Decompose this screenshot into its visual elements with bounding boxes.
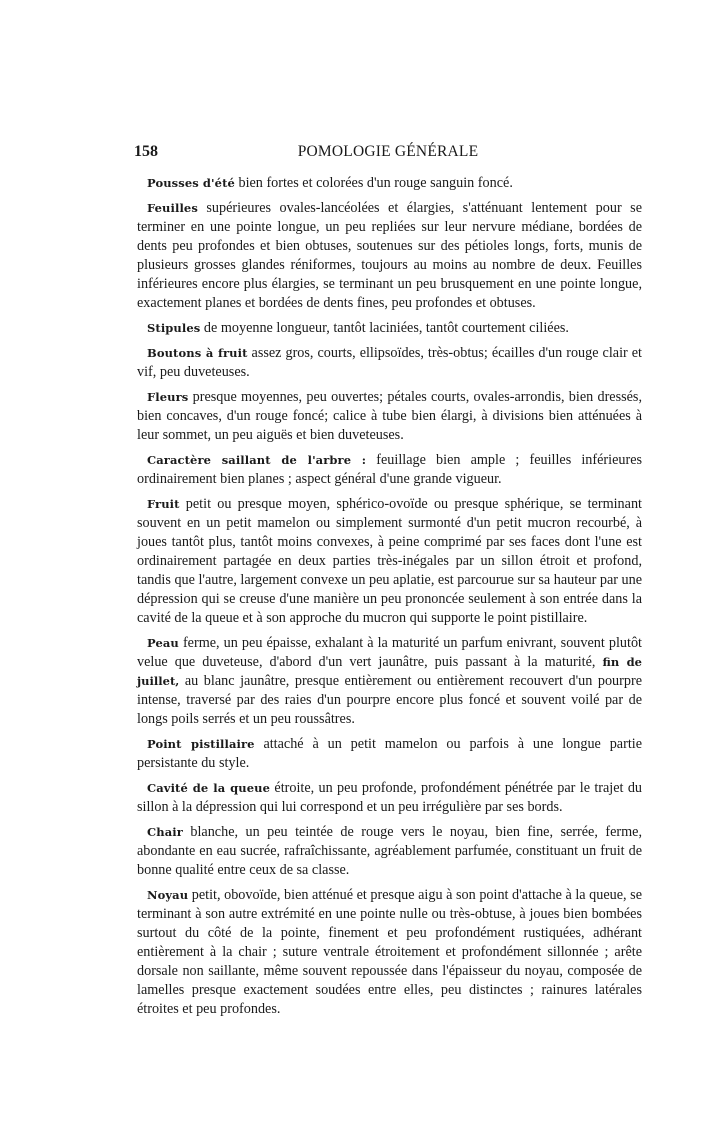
- entry-text: presque moyennes, peu ouvertes; pétales courts, ovales-arrondis, bien dressés, bien concaves, d'un rouge foncé; calice à tube bien élargi, à divisions bien atténuées à leur sommet, un peu aiguës et bien duveteuses.: [137, 389, 642, 443]
- entry-noyau: [137, 886, 642, 1019]
- entry-text: attaché à un petit mamelon ou parfois à une longue partie persistante du style.: [137, 736, 642, 771]
- entry-boutons: [137, 344, 642, 382]
- entry-text: blanche, un peu teintée de rouge vers le noyau, bien fine, serrée, ferme, abondante en eau sucrée, rafraîchissante, agréablement parfumée, constituant un fruit de bonne qualité entre ceux de sa classe.: [137, 824, 642, 878]
- entry-inline-bold: fin de juillet,: [137, 655, 642, 688]
- entry-text: assez gros, courts, ellipsoïdes, très-obtus; écailles d'un rouge clair et vif, peu duveteuses.: [137, 345, 642, 380]
- entry-text: bien fortes et colorées d'un rouge sanguin foncé.: [234, 175, 513, 191]
- entry-term: Boutons à fruit: [147, 346, 248, 360]
- running-title: POMOLOGIE GÉNÉRALE: [297, 143, 479, 160]
- entry-text: petit ou presque moyen, sphérico-ovoïde ou presque sphérique, se terminant souvent en un petit mamelon ou simplement surmonté d'un petit mucron recourbé, à joues tantôt plus, tantôt moins convexes, à peine comprimé par ses faces dont l'une est ordinairement partagée en deux parties très-inégales par un sillon étroit et profond, tandis que l'autre, largement convexe un peu aplatie, est parcourue sur sa hauteur par une dépression qui se creuse d'une manière un peu prononcée seulement à son entrée dans la cavité de la queue et à son approche du mucron qui supporte le point pistillaire.: [137, 496, 642, 626]
- entry-text: de moyenne longueur, tantôt laciniées, tantôt courtement ciliées.: [200, 320, 569, 336]
- entry-text: étroite, un peu profonde, profondément pénétrée par le trajet du sillon à la dépression qui lui correspond et un peu irrégulière par ses bords.: [137, 780, 643, 815]
- entry-term: Feuilles: [147, 201, 198, 215]
- entry-fleurs: [137, 388, 642, 445]
- entry-text: petit, obovoïde, bien atténué et presque aigu à son point d'attache à la queue, se terminant à son autre extrémité en une pointe nulle ou très-obtuse, à joues bien bombées surtout du côté de la pointe, finement et peu profondément rustiquées, adhérant entièrement à la chair ; suture ventrale étroitement et profondément sillonnée ; arête dorsale non saillante, même souvent repoussée dans l'épaisseur du noyau, composée de lamelles presque exactement soudées entre elles, peu distinctes ; rainures latérales étroites et peu profondes.: [137, 887, 642, 1017]
- page-header: [134, 143, 642, 165]
- entry-text: feuillage bien ample ; feuilles inférieures ordinairement bien planes ; aspect général d'une grande vigueur.: [137, 452, 643, 487]
- entry-term: Point pistillaire: [147, 737, 255, 751]
- entry-point-pistillaire: [137, 735, 642, 773]
- page-number: 158: [134, 143, 158, 160]
- entry-term: Cavité de la queue: [147, 781, 271, 795]
- entry-stipules: [137, 319, 642, 338]
- entry-peau: [137, 634, 642, 729]
- entry-text: supérieures ovales-lancéolées et élargies, s'atténuant lentement pour se terminer en une pointe longue, un peu repliées sur leur nervure médiane, bordées de dents peu profondes et bien obtuses, soutenues sur des pétioles longs, forts, munis de plusieurs grosses glandes réniformes, toujours au moins au nombre de deux. Feuilles inférieures encore plus élargies, se terminant un peu brusquement en une pointe longue, exactement planes et bordées de dents fines, peu profondes et obtuses.: [137, 200, 642, 311]
- entry-chair: [137, 823, 642, 880]
- entry-feuilles: [137, 199, 642, 313]
- entry-cavite: [137, 779, 642, 817]
- entry-caractere: [137, 451, 642, 489]
- entry-term: Chair: [147, 825, 183, 839]
- entry-text: au blanc jaunâtre, presque entièrement ou entièrement recouvert d'un pourpre intense, traversé par des raies d'un pourpre encore plus foncé et souvent voilé par de longs poils serrés et un peu roussâtres.: [137, 673, 642, 727]
- entry-term: Stipules: [147, 321, 201, 335]
- entry-term: Peau: [147, 636, 179, 650]
- entry-text: ferme, un peu épaisse, exhalant à la maturité un parfum enivrant, souvent plutôt velue que duveteuse, d'abord d'un vert jaunâtre, puis passant à la maturité,: [137, 635, 642, 670]
- entry-term: Caractère saillant de l'arbre :: [147, 453, 367, 467]
- entry-term: Fruit: [147, 497, 180, 511]
- entry-fruit: [137, 495, 642, 628]
- page-body: [137, 174, 642, 1025]
- entry-term: Noyau: [147, 888, 189, 902]
- entry-pousses: [137, 174, 642, 193]
- entry-term: Pousses d'été: [147, 176, 235, 190]
- entry-term: Fleurs: [147, 390, 189, 404]
